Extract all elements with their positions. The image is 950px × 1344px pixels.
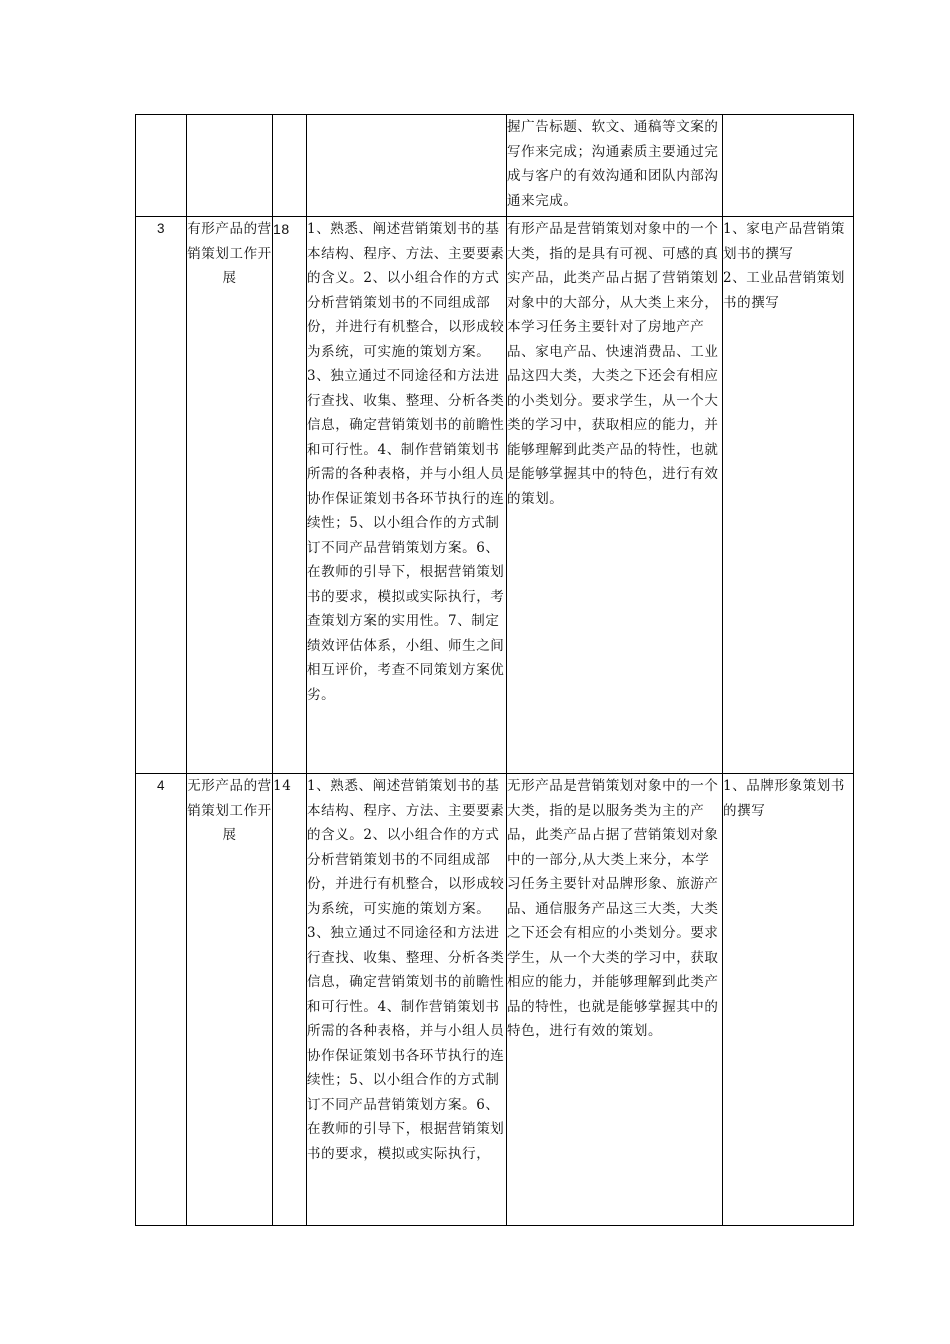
task-description-cell: 握广告标题、软文、通稿等文案的写作来完成；沟通素质主要通过完成与客户的有效沟通和团队内部沟通来完成。 [507,115,723,217]
hours-cell: 14 [273,774,307,1226]
task-description-cell: 有形产品是营销策划对象中的一个大类，指的是具有可视、可感的真实产品，此类产品占据了营销策划对象中的大部分，从大类上来分，本学习任务主要针对了房地产产品、家电产品、快速消费品、工业品这四大类，大类之下还会有相应的小类划分。要求学生，从一个大类的学习中，获取相应的能力，并能够理解到此类产品的特性，也就是能够掌握其中的特色，进行有效的策划。 [507,217,723,774]
task-name-cell: 无形产品的营销策划工作开展 [187,774,273,1226]
hours-cell [273,115,307,217]
task-name-cell: 有形产品的营销策划工作开展 [187,217,273,774]
table-row [136,217,854,774]
study-tasks-cell [723,115,854,217]
task-description-cell: 无形产品是营销策划对象中的一个大类，指的是以服务类为主的产品，此类产品占据了营销策划对象中的一部分,从大类上来分，本学习任务主要针对品牌形象、旅游产品、通信服务产品这三大类，大类之下还会有相应的小类划分。要求学生，从一个大类的学习中，获取相应的能力，并能够理解到此类产品的特性，也就是能够掌握其中的特色，进行有效的策划。 [507,774,723,1226]
course-table [135,114,854,1226]
study-tasks-cell [723,217,854,774]
table-row [136,774,854,1226]
learning-goals-cell: 1、熟悉、阐述营销策划书的基本结构、程序、方法、主要要素的含义。2、以小组合作的方式分析营销策划书的不同组成部份，并进行有机整合，以形成较为系统，可实施的策划方案。3、独立通过不同途径和方法进行查找、收集、整理、分析各类信息，确定营销策划书的前瞻性和可行性。4、制作营销策划书所需的各种表格，并与小组人员协作保证策划书各环节执行的连续性；5、以小组合作的方式制订不同产品营销策划方案。6、在教师的引导下，根据营销策划书的要求，模拟或实际执行， [307,774,507,1226]
study-task-item: 2、工业品营销策划书的撰写 [723,270,845,311]
hours-cell: 18 [273,217,307,774]
study-task-item: 1、家电产品营销策划书的撰写 [723,221,845,262]
row-number-cell: 3 [136,217,187,774]
learning-goals-cell: 1、熟悉、阐述营销策划书的基本结构、程序、方法、主要要素的含义。2、以小组合作的方式分析营销策划书的不同组成部份，并进行有机整合，以形成较为系统，可实施的策划方案。3、独立通过不同途径和方法进行查找、收集、整理、分析各类信息，确定营销策划书的前瞻性和可行性。4、制作营销策划书所需的各种表格，并与小组人员协作保证策划书各环节执行的连续性；5、以小组合作的方式制订不同产品营销策划方案。6、在教师的引导下，根据营销策划书的要求，模拟或实际执行，考查策划方案的实用性。7、制定绩效评估体系，小组、师生之间相互评价，考查不同策划方案优劣。 [307,217,507,774]
table-row [136,115,854,217]
study-task-item: 1、品牌形象策划书的撰写 [723,778,845,819]
row-number-cell [136,115,187,217]
learning-goals-cell [307,115,507,217]
study-tasks-cell [723,774,854,1226]
task-name-cell [187,115,273,217]
row-number-cell: 4 [136,774,187,1226]
